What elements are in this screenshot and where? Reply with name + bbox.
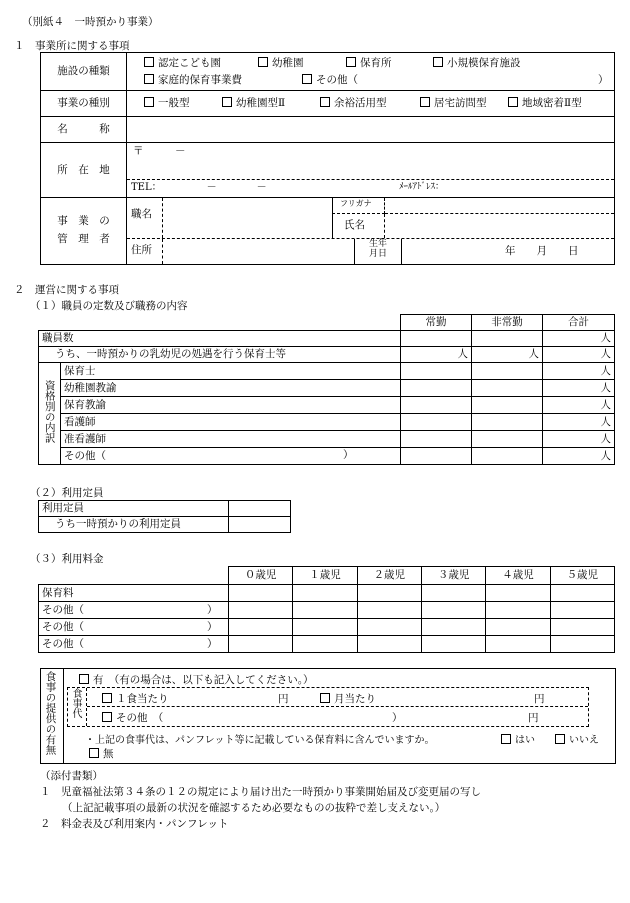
yen-unit: 円 [528, 712, 539, 724]
checkbox-icon [433, 57, 443, 67]
nursery-total-field[interactable]: 人 [543, 347, 615, 363]
residence-label: 住所 [131, 244, 152, 256]
fee-cell[interactable] [229, 585, 293, 602]
section1-heading: １ 事業所に関する事項 [14, 40, 130, 52]
section2-heading: ２ 運営に関する事項 [14, 284, 119, 296]
checkbox-icon [555, 734, 565, 744]
capacity-table [38, 500, 291, 533]
checkbox-icon [79, 674, 89, 684]
per-month-option[interactable]: 月当たり [320, 691, 376, 706]
fee-row-label: その他（ ） [39, 619, 229, 636]
col-parttime: 非常勤 [472, 315, 543, 331]
name-field[interactable] [127, 117, 615, 143]
meal-included-question: ・上記の食事代は、パンフレット等に記載している保育料に含んでいますか。 [85, 735, 435, 746]
option-hoikusho[interactable]: 保育所 [346, 55, 392, 72]
qual-hoikushi-total[interactable]: 人 [543, 363, 615, 380]
option-kyotaku[interactable]: 居宅訪問型 [420, 97, 487, 109]
qual-hoikukyoyu-total[interactable]: 人 [543, 397, 615, 414]
qual-nurse-total[interactable]: 人 [543, 414, 615, 431]
col-fulltime: 常勤 [401, 315, 472, 331]
col-age0: ０歳児 [229, 567, 293, 585]
capacity-heading: （２）利用定員 [30, 487, 104, 499]
manager-label: 事 業 の 管 理 者 [41, 198, 127, 265]
per-meal-option[interactable]: １食当たり [102, 691, 169, 706]
tel-field[interactable]: TEL： － － [131, 182, 267, 193]
meal-fee-box [67, 687, 589, 727]
qual-assistant-nurse: 准看護師 [61, 431, 401, 448]
qual-other: その他（ ） [61, 448, 401, 465]
option-other-close: ） [598, 73, 609, 86]
postal-code: 〒 － [133, 145, 186, 157]
title-label: 職名 [131, 208, 152, 220]
checkbox-icon [501, 734, 511, 744]
option-youchien[interactable]: 幼稚園 [258, 55, 304, 72]
manager-cell [127, 198, 615, 265]
checkbox-icon [144, 74, 154, 84]
meal-other-option[interactable]: その他 （ [102, 710, 163, 725]
person-name-label: 氏名 [344, 219, 365, 231]
staff-fulltime-field[interactable] [401, 331, 472, 347]
checkbox-icon [508, 97, 518, 107]
option-chiiki[interactable]: 地域密着Ⅱ型 [508, 97, 582, 109]
meal-fee-label: 食事代 [70, 688, 81, 718]
temp-capacity-label: うち一時預かりの利用定員 [39, 517, 229, 533]
fee-row-label: その他（ ） [39, 602, 229, 619]
option-yoyu[interactable]: 余裕活用型 [320, 97, 387, 109]
col-total: 合計 [543, 315, 615, 331]
attachment-item-1-note: （上記記載事項の最新の状況を確認するため必要なものの抜粋で差し支えない。） [62, 802, 446, 814]
meals-yes-option[interactable]: 有 （有の場合は、以下も記入してください。） [79, 672, 314, 687]
meals-box [40, 668, 616, 764]
facility-table [40, 52, 615, 265]
qual-hoikukyoyu: 保育教諭 [61, 397, 401, 414]
furigana-field[interactable] [385, 198, 614, 214]
staff-total-field[interactable]: 人 [543, 331, 615, 347]
qual-hoikushi: 保育士 [61, 363, 401, 380]
option-kodomoen[interactable]: 認定こども園 [144, 55, 221, 72]
staff-table [38, 314, 615, 465]
nursery-fulltime-field[interactable]: 人 [401, 347, 472, 363]
col-age5: ５歳児 [550, 567, 614, 585]
option-family[interactable]: 家庭的保育事業費 [144, 72, 242, 89]
capacity-field[interactable] [229, 501, 291, 517]
option-general[interactable]: 一般型 [144, 97, 190, 109]
qual-assistant-nurse-total[interactable]: 人 [543, 431, 615, 448]
checkbox-icon [102, 712, 112, 722]
nursery-parttime-field[interactable]: 人 [472, 347, 543, 363]
birth-label: 生年 月日 [368, 239, 387, 260]
address-field[interactable] [127, 143, 614, 180]
facility-type-options [127, 53, 615, 91]
staff-count-label: 職員数 [39, 331, 401, 347]
yen-unit: 円 [534, 693, 545, 705]
qual-nurse: 看護師 [61, 414, 401, 431]
temp-capacity-field[interactable] [229, 517, 291, 533]
facility-type-label: 施設の種類 [41, 53, 127, 91]
checkbox-icon [320, 97, 330, 107]
qual-youchien: 幼稚園教諭 [61, 380, 401, 397]
business-type-label: 事業の種別 [41, 91, 127, 117]
name-label: 名 称 [41, 117, 127, 143]
form-title: （別紙４ 一時預かり事業） [22, 16, 159, 28]
email-field[interactable]: ﾒｰﾙｱﾄﾞﾚｽ： [399, 182, 445, 192]
qual-youchien-total[interactable]: 人 [543, 380, 615, 397]
fee-row-label: 保育料 [39, 585, 229, 602]
staff-parttime-field[interactable] [472, 331, 543, 347]
title-field[interactable] [162, 198, 333, 238]
col-age1: １歳児 [293, 567, 357, 585]
furigana-label: フリガナ [340, 199, 372, 208]
qual-other-total[interactable]: 人 [543, 448, 615, 465]
capacity-label: 利用定員 [39, 501, 229, 517]
option-youchien2[interactable]: 幼稚園型Ⅱ [222, 97, 285, 109]
answer-yes-option[interactable]: はい [501, 731, 535, 746]
col-age3: ３歳児 [421, 567, 485, 585]
col-age2: ２歳児 [357, 567, 421, 585]
address-label: 所 在 地 [41, 143, 127, 198]
meal-other-close: ） [392, 712, 403, 724]
checkbox-icon [346, 57, 356, 67]
checkbox-icon [144, 97, 154, 107]
meals-label: 食事の提供の有無 [44, 671, 57, 755]
checkbox-icon [89, 748, 99, 758]
staff-heading: （１）職員の定数及び職務の内容 [30, 300, 188, 312]
fees-table [38, 566, 615, 653]
birthdate-field[interactable] [402, 239, 614, 264]
meals-no-option[interactable]: 無 [89, 746, 114, 761]
checkbox-icon [222, 97, 232, 107]
checkbox-icon [258, 57, 268, 67]
checkbox-icon [144, 57, 154, 67]
answer-no-option[interactable]: いいえ [555, 731, 599, 746]
checkbox-icon [420, 97, 430, 107]
residence-field[interactable] [162, 239, 355, 264]
person-name-field[interactable] [385, 214, 614, 238]
qualification-label: 資格別の内訳 [43, 380, 56, 444]
business-type-options [127, 91, 615, 117]
attachments-heading: （添付書類） [40, 770, 103, 782]
nursery-staff-label: うち、一時預かりの乳幼児の処遇を行う保育士等 [39, 347, 401, 363]
attachment-item-1: １ 児童福祉法第３４条の１２の規定により届け出た一時預かり事業開始届及び変更届の写し [40, 786, 481, 798]
attachment-item-2: ２ 料金表及び利用案内・パンフレット [40, 818, 229, 830]
col-age4: ４歳児 [486, 567, 550, 585]
option-small-scale[interactable]: 小規模保育施設 [433, 55, 521, 72]
checkbox-icon [102, 693, 112, 703]
yen-unit: 円 [278, 693, 289, 705]
checkbox-icon [320, 693, 330, 703]
fees-heading: （３）利用料金 [30, 553, 104, 565]
option-other[interactable]: その他（ [302, 72, 358, 89]
address-cell [127, 143, 615, 198]
fee-row-label: その他（ ） [39, 636, 229, 653]
birthdate-format: 年 月 日 [505, 245, 579, 257]
checkbox-icon [302, 74, 312, 84]
